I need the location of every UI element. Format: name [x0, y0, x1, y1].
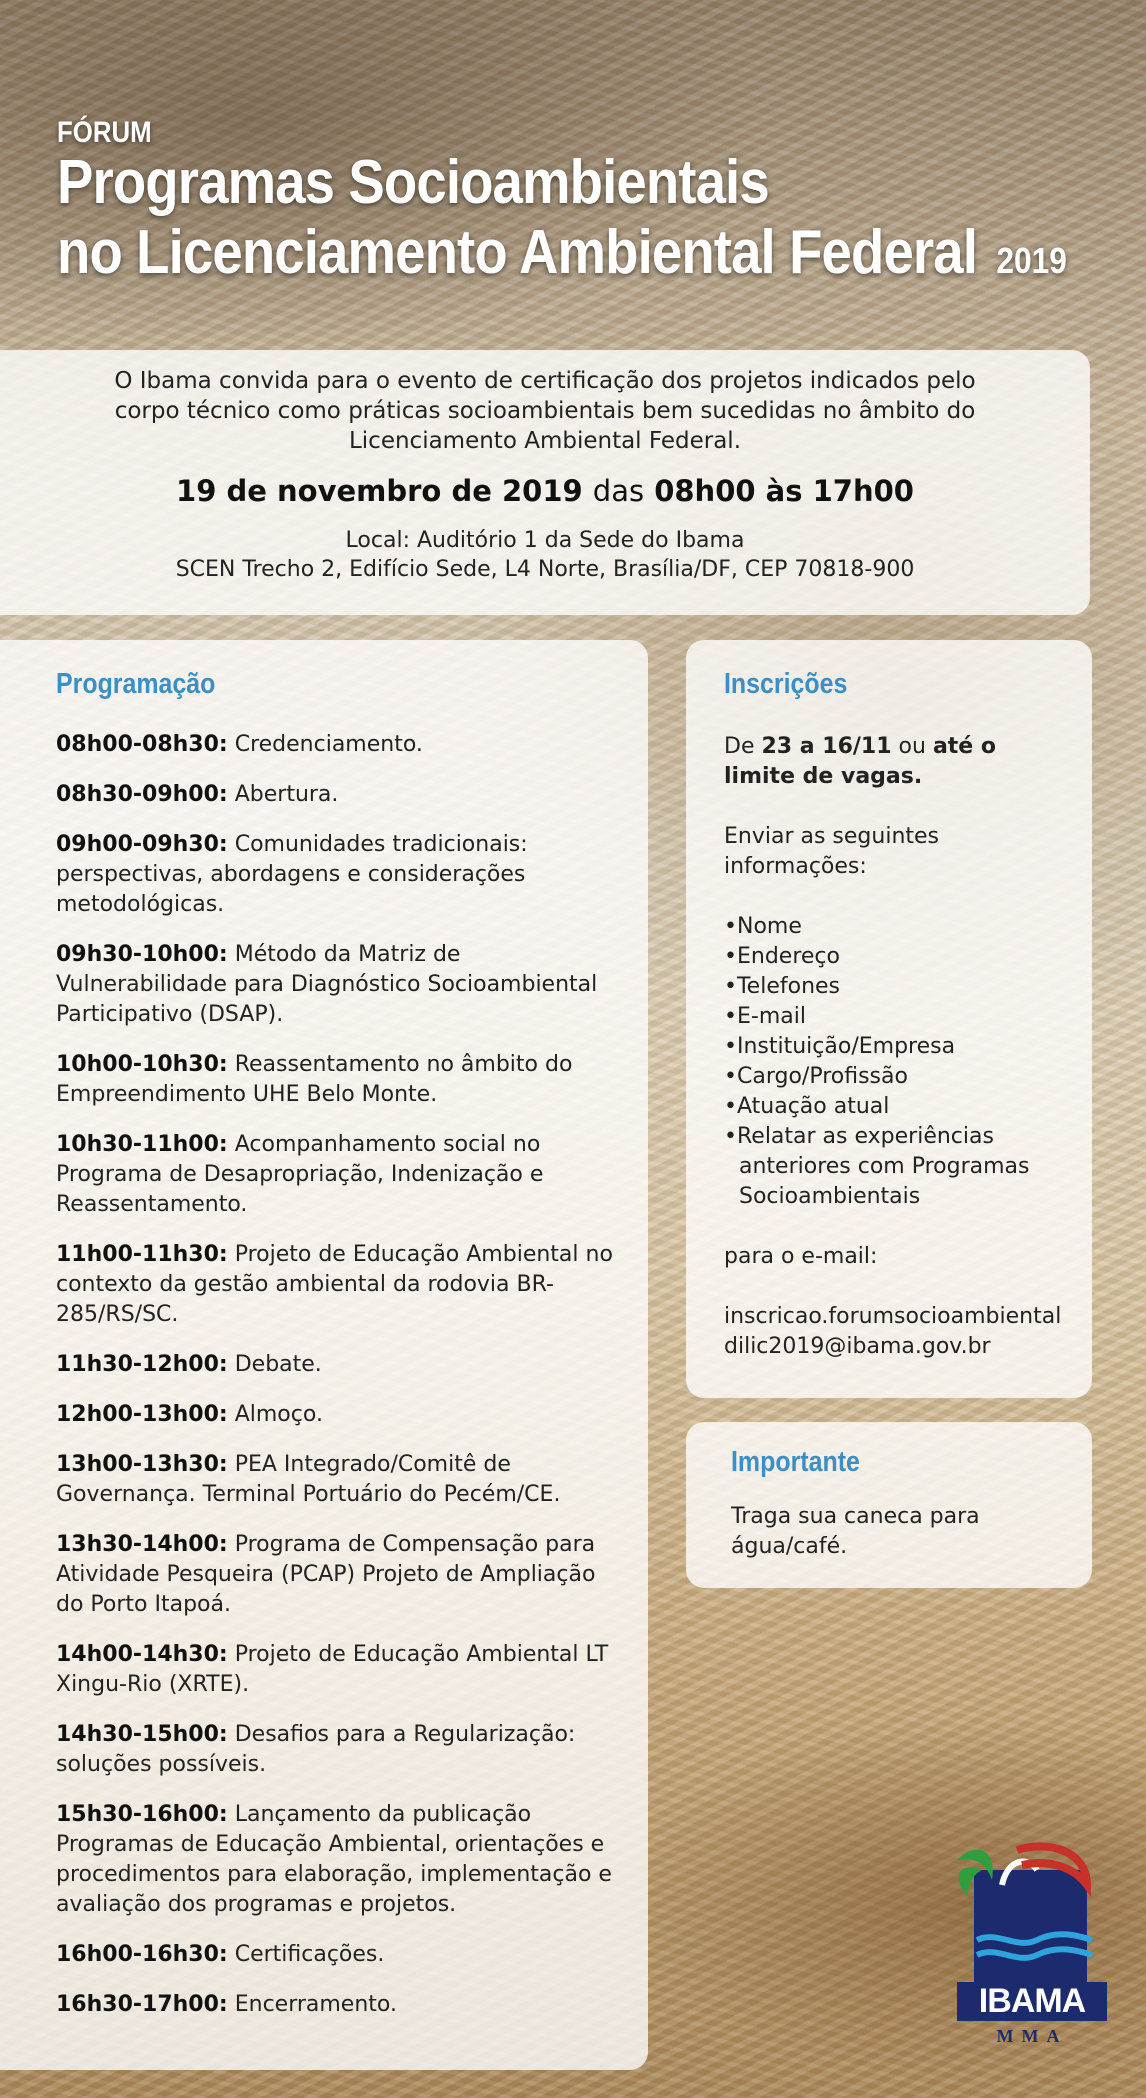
program-panel	[0, 640, 648, 2070]
program-item-time: 14h00-14h30:	[56, 1642, 228, 1667]
event-kicker: FÓRUM	[57, 116, 152, 149]
period-dates: 23 a 16/11	[761, 734, 892, 759]
email-label: para o e-mail:	[724, 1244, 878, 1269]
program-item-time: 08h30-09h00:	[56, 782, 228, 807]
program-item	[56, 830, 616, 920]
event-time: 08h00 às 17h00	[654, 474, 914, 508]
event-date	[0, 474, 1090, 508]
program-item	[56, 1800, 616, 1920]
period-limit: até o limite de vagas.	[724, 734, 996, 789]
program-item-time: 09h30-10h00:	[56, 942, 228, 967]
program-item-time: 16h00-16h30:	[56, 1942, 228, 1967]
program-item-desc: Reassentamento no âmbito do Empreendimento UHE Belo Monte.	[56, 1052, 573, 1107]
program-item-desc: Certificações.	[234, 1942, 385, 1967]
important-text: Traga sua caneca para água/café.	[731, 1504, 980, 1559]
program-item-time: 14h30-15h00:	[56, 1722, 228, 1747]
program-item	[56, 1400, 616, 1430]
program-item-time: 13h30-14h00:	[56, 1532, 228, 1557]
program-item-desc: Lançamento da publicação Programas de Educação Ambiental, orientações e procedimentos para elaboração, implementação e avaliação dos programas e projetos.	[56, 1802, 612, 1917]
location-line1: Local: Auditório 1 da Sede do Ibama	[345, 528, 745, 553]
program-item	[56, 1720, 616, 1780]
important-panel	[686, 1422, 1092, 1588]
event-location	[0, 526, 1090, 584]
registration-field: • Cargo/Profissão	[724, 1062, 1074, 1092]
program-item-desc: Acompanhamento social no Programa de Desapropriação, Indenização e Reassentamento.	[56, 1132, 544, 1217]
program-item-time: 11h30-12h00:	[56, 1352, 228, 1377]
program-item-time: 08h00-08h30:	[56, 732, 228, 757]
program-item-desc: Debate.	[234, 1352, 322, 1377]
invitation-intro: O Ibama convida para o evento de certificação dos projetos indicados pelo corpo técnico como práticas socioambientais bem sucedidas no âmbito do Licenciamento Ambiental Federal.	[114, 368, 976, 454]
location-line2: SCEN Trecho 2, Edifício Sede, L4 Norte, Brasília/DF, CEP 70818-900	[175, 557, 915, 582]
program-item	[56, 1530, 616, 1620]
registration-email[interactable]	[724, 1302, 1074, 1362]
invitation-panel	[0, 350, 1090, 615]
program-item-desc: Desafios para a Regularização: soluções possíveis.	[56, 1722, 576, 1777]
logo-name: IBAMA	[957, 1982, 1107, 2021]
program-item-desc: Almoço.	[234, 1402, 323, 1427]
email-line1: inscricao.forumsocioambiental	[724, 1304, 1062, 1329]
program-item-desc: Credenciamento.	[234, 732, 423, 757]
program-item-desc: Abertura.	[234, 782, 339, 807]
program-item	[56, 1130, 616, 1220]
program-item-desc: Método da Matriz de Vulnerabilidade para Diagnóstico Socioambiental Participativo (DSAP).	[56, 942, 598, 1027]
program-item	[56, 780, 616, 810]
registration-title: Inscrições	[724, 668, 848, 700]
program-item	[56, 1990, 616, 2020]
program-item-time: 15h30-16h00:	[56, 1802, 228, 1827]
program-item-desc: Projeto de Educação Ambiental no contexto da gestão ambiental da rodovia BR-285/RS/SC.	[56, 1242, 613, 1327]
program-item-time: 16h30-17h00:	[56, 1992, 228, 2017]
ibama-logo	[937, 1840, 1097, 2060]
event-date-connector: das	[592, 474, 645, 508]
registration-field: • Telefones	[724, 972, 1074, 1002]
event-header	[57, 118, 1146, 296]
program-item	[56, 1450, 616, 1510]
event-title-line1: Programas Socioambientais	[57, 148, 769, 217]
program-item-time: 10h30-11h00:	[56, 1132, 228, 1157]
program-item-desc: Programa de Compensação para Atividade Pesqueira (PCAP) Projeto de Ampliação do Porto Itapoá.	[56, 1532, 596, 1617]
event-year: 2019	[996, 240, 1067, 281]
important-title: Importante	[731, 1446, 860, 1478]
program-item	[56, 940, 616, 1030]
program-item-time: 13h00-13h30:	[56, 1452, 228, 1477]
program-item-desc: Encerramento.	[234, 1992, 397, 2017]
program-item-time: 11h00-11h30:	[56, 1242, 228, 1267]
registration-period	[724, 732, 1074, 792]
program-item-time: 10h00-10h30:	[56, 1052, 228, 1077]
program-item-time: 12h00-13h00:	[56, 1402, 228, 1427]
program-item	[56, 1240, 616, 1330]
event-date-day: 19 de novembro de 2019	[176, 474, 583, 508]
registration-field: • Atuação atual	[724, 1092, 1074, 1122]
logo-arc-icon	[1017, 1846, 1087, 1885]
logo-wave-icon	[977, 1934, 1092, 1943]
program-item-desc: Projeto de Educação Ambiental LT Xingu-Rio (XRTE).	[56, 1642, 609, 1697]
program-item	[56, 1350, 616, 1380]
program-list	[56, 730, 616, 2040]
logo-mark-icon	[937, 1840, 1097, 1990]
event-title-line2	[57, 218, 1067, 296]
logo-leaf2-icon	[959, 1867, 982, 1895]
event-title-line2-text: no Licenciamento Ambiental Federal	[57, 218, 978, 287]
program-item	[56, 1640, 616, 1700]
email-line2: dilic2019@ibama.gov.br	[724, 1334, 991, 1359]
program-item-time: 09h00-09h30:	[56, 832, 228, 857]
registration-panel	[686, 640, 1092, 1398]
registration-field: • Endereço	[724, 942, 1074, 972]
period-or: ou	[898, 734, 926, 759]
program-item	[56, 1940, 616, 1970]
program-title: Programação	[56, 668, 216, 700]
registration-field: • Instituição/Empresa	[724, 1032, 1074, 1062]
logo-wave2-icon	[977, 1949, 1092, 1958]
registration-field: • E-mail	[724, 1002, 1074, 1032]
program-item-desc: Comunidades tradicionais: perspectivas, abordagens e considerações metodológicas.	[56, 832, 528, 917]
period-prefix: De	[724, 734, 755, 759]
logo-sub: MMA	[996, 2026, 1068, 2046]
program-item-desc: PEA Integrado/Comitê de Governança. Terminal Portuário do Pecém/CE.	[56, 1452, 561, 1507]
registration-body	[724, 732, 1074, 1392]
program-item	[56, 1050, 616, 1110]
program-item	[56, 730, 616, 760]
registration-field: • Relatar as experiências anteriores com Programas Socioambientais	[724, 1122, 1074, 1212]
registration-fields	[724, 912, 1074, 1212]
send-info: Enviar as seguintes informações:	[724, 824, 940, 879]
registration-field: • Nome	[724, 912, 1074, 942]
